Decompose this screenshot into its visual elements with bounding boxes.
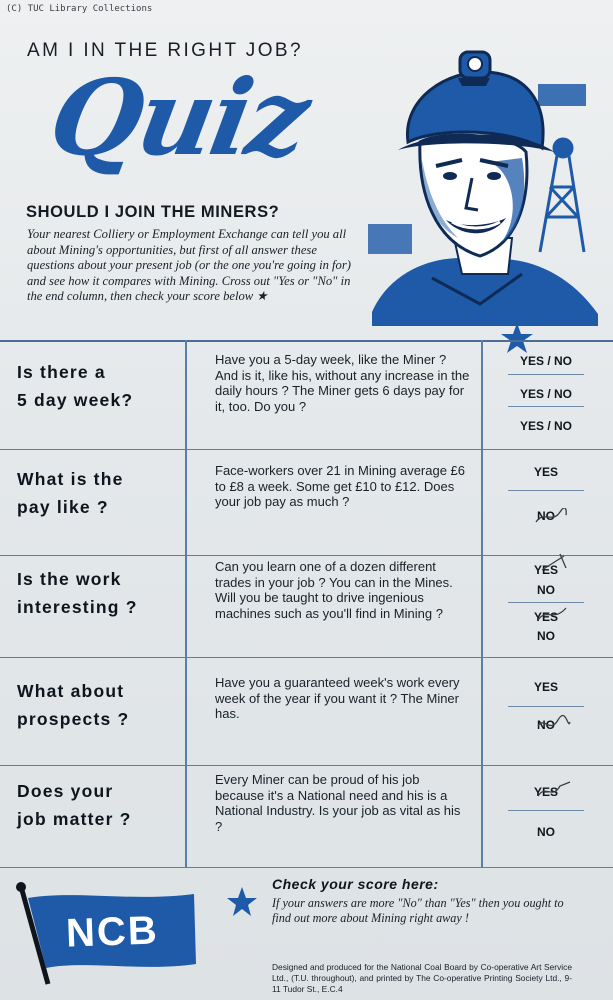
answer-line [508, 706, 584, 707]
question-line: Is there a [17, 362, 106, 382]
column-divider [185, 340, 187, 868]
question-text: Have you a 5-day week, like the Miner ? And is it, like his, without any increase in the daily hours ? The Miner gets 6 days pay for it, too. Do you ? [215, 352, 470, 414]
copyright-notice: (C) TUC Library Collections [6, 4, 153, 14]
answer-line [508, 602, 584, 603]
printer-credit: Designed and produced for the National Coal Board by Co-operative Art Service Ltd., (T.U. throughout), and printed by The Co-operative Printing Society Ltd., 9-11 Tudor St., E.C.4 [272, 962, 572, 994]
kicker-heading: AM I IN THE RIGHT JOB? [27, 40, 303, 61]
question-label [17, 565, 138, 621]
yes-no-option[interactable]: NO [537, 583, 555, 597]
question-text: Every Miner can be proud of his job because it's a National need and his is a National Industry. Is your job as vital as his ? [215, 772, 461, 834]
question-line: job matter ? [17, 809, 132, 829]
question-line: interesting ? [17, 597, 138, 617]
question-line: Is the work [17, 569, 122, 589]
question-line: pay like ? [17, 497, 109, 517]
question-line: prospects ? [17, 709, 130, 729]
check-score-text: If your answers are more "No" than "Yes" then you ought to find out more about Mining right away ! [272, 896, 564, 925]
question-text: Have you a guaranteed week's work every week of the year if you want it ? The Miner has. [215, 675, 460, 722]
pencil-cross-mark [534, 508, 568, 526]
question-text: Face-workers over 21 in Mining average £6 to £8 a week. Some get £10 to £12. Does your job pay as much ? [215, 463, 466, 510]
question-label [17, 677, 129, 733]
yes-no-option[interactable]: NO [537, 718, 555, 732]
yes-no-option[interactable]: YES [533, 680, 558, 694]
yes-no-option[interactable]: YES [533, 610, 558, 624]
yes-no-option[interactable]: YES [533, 465, 558, 479]
pencil-cross-mark [536, 604, 570, 624]
pithead-tower-icon [540, 139, 584, 252]
miner-illustration-icon [362, 42, 608, 326]
ncb-flag-label: NCB [65, 908, 160, 956]
quiz-title: Quiz [41, 56, 316, 179]
intro-paragraph: Your nearest Colliery or Employment Exchange can tell you all about Mining's opportunities, but first of all answer these questions about your present job (or the one you're going in for) and see how it compares with Mining. Cross out "Yes or "No" in the end column, then check your score below ★ [27, 227, 351, 304]
question-line: What about [17, 681, 125, 701]
pencil-cross-mark [536, 714, 572, 736]
yes-no-option[interactable]: YES [533, 785, 558, 799]
yes-no-option[interactable]: YES / NO [519, 419, 572, 433]
yes-no-option[interactable]: YES / NO [519, 354, 572, 368]
yes-no-option[interactable]: YES / NO [519, 387, 572, 401]
pencil-cross-mark [538, 552, 568, 574]
yes-no-option[interactable]: NO [537, 825, 555, 839]
star-icon [226, 886, 258, 918]
yes-no-option[interactable]: NO [537, 509, 555, 523]
question-line: What is the [17, 469, 124, 489]
yes-no-option[interactable]: NO [537, 629, 555, 643]
answer-line [508, 810, 584, 811]
yes-no-option[interactable]: YES [533, 563, 558, 577]
subtitle-heading: SHOULD I JOIN THE MINERS? [26, 203, 280, 221]
pencil-cross-mark [536, 780, 572, 802]
answer-line [508, 490, 584, 491]
question-text: Can you learn one of a dozen different trades in your job ? You can in the Mines. Will you be taught to drive ingenious machines such as you'll find in Mining ? [215, 559, 453, 621]
question-label [17, 777, 132, 833]
question-line: Does your [17, 781, 114, 801]
question-line: 5 day week? [17, 390, 134, 410]
check-score-heading: Check your score here: [272, 876, 439, 892]
question-label [17, 465, 124, 521]
answer-line [508, 406, 584, 407]
question-label [17, 358, 133, 414]
answer-line [508, 374, 584, 375]
